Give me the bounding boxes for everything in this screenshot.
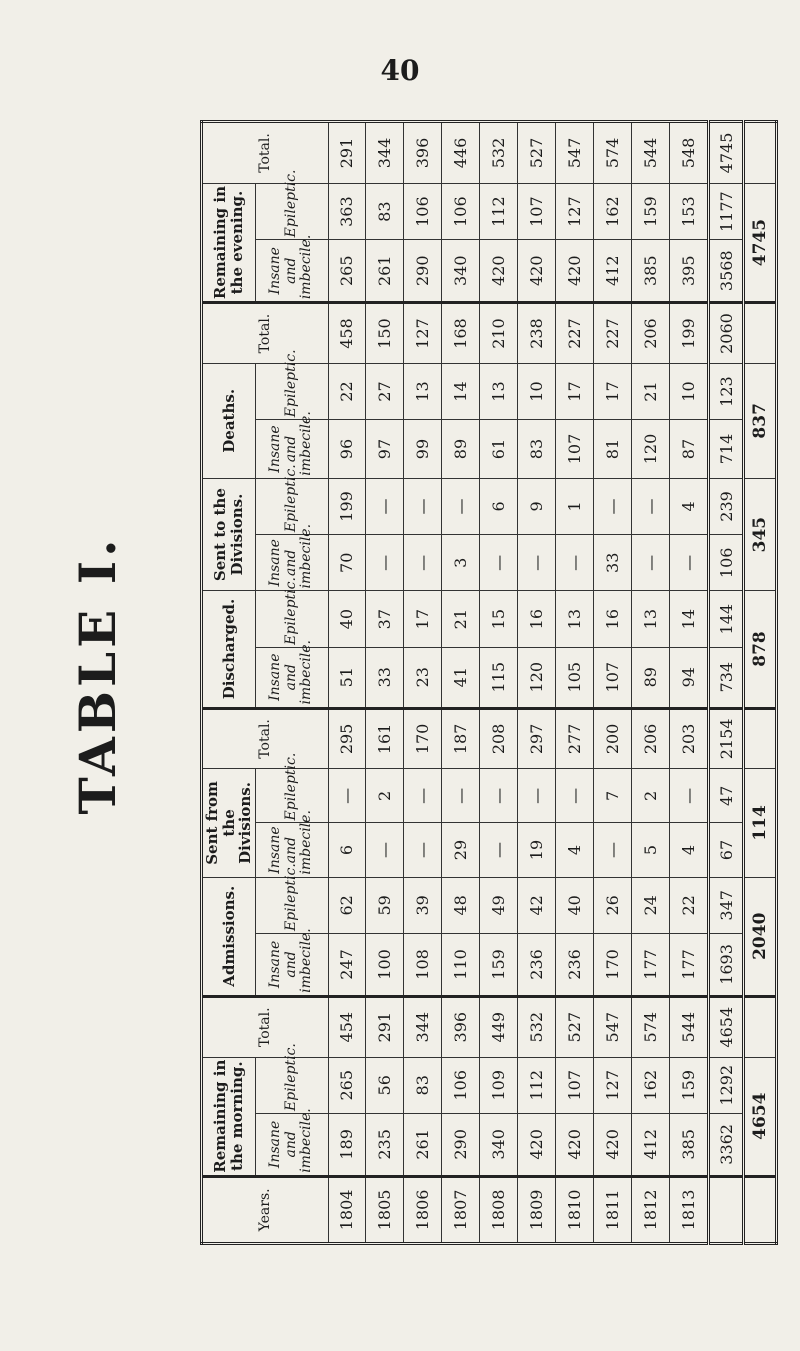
cell: 344 [366,122,404,184]
table-row [669,122,708,1244]
cell: 39 [404,877,442,933]
header-years: Years. [202,1176,329,1243]
cell: 153 [669,183,708,239]
cell: 108 [404,934,442,997]
cell: 527 [518,122,556,184]
cell: 26 [594,877,632,933]
cell: 21 [632,363,670,419]
cell: — [480,769,518,823]
cell: 227 [556,303,594,364]
cell: 96 [328,420,366,479]
cell: 291 [328,122,366,184]
year-cell: 1807 [442,1176,480,1243]
cell: 2154 [709,708,744,769]
cell: 412 [594,240,632,303]
table-row [594,122,632,1244]
cell: — [669,535,708,591]
cell: 13 [556,591,594,647]
cell: 123 [709,363,744,419]
grand-sent-to: 345 [744,478,777,591]
table-container [200,120,778,1245]
cell: 10 [669,363,708,419]
cell: 574 [632,996,670,1057]
sub-re-epileptic: Epileptic. [255,183,328,239]
grand-label [744,1176,777,1243]
cell: — [556,535,594,591]
cell: 159 [632,183,670,239]
cell: 277 [556,708,594,769]
year-cell: 1804 [328,1176,366,1243]
sub-rm-epileptic: Epileptic. [255,1057,328,1113]
rotated-table-frame [200,120,778,1245]
cell: 56 [366,1057,404,1113]
cell: 177 [669,934,708,997]
year-cell: 1808 [480,1176,518,1243]
sub-di-insane: Insane and imbecile. [255,647,328,708]
cell: 420 [518,1113,556,1176]
cell: 107 [556,1057,594,1113]
sub-st-insane: Insane and imbecile. [255,535,328,591]
cell: 107 [518,183,556,239]
sub-rm-insane: Insane and imbecile. [255,1113,328,1176]
cell: 21 [442,591,480,647]
grand-sent-from: 114 [744,769,777,877]
cell: 714 [709,420,744,479]
cell: 15 [480,591,518,647]
cell: 239 [709,478,744,534]
sub-re-insane: Insane and imbecile. [255,240,328,303]
year-cell: 1811 [594,1176,632,1243]
table-row [518,122,556,1244]
cell: 295 [328,708,366,769]
cell: 187 [442,708,480,769]
cell: 159 [480,934,518,997]
cell: 340 [480,1113,518,1176]
cell: — [366,823,404,877]
cell: 109 [480,1057,518,1113]
cell: 83 [366,183,404,239]
cell: 89 [442,420,480,479]
grand-admissions: 2040 [744,877,777,996]
cell: 13 [404,363,442,419]
header-remaining-evening: Remaining in the evening. [202,183,256,302]
cell: 395 [669,240,708,303]
cell: — [328,769,366,823]
cell: 446 [442,122,480,184]
cell: 547 [556,122,594,184]
cell: 49 [480,877,518,933]
cell: — [632,535,670,591]
grand-total-row [744,122,777,1244]
cell: 297 [518,708,556,769]
cell: 363 [328,183,366,239]
year-cell: 1810 [556,1176,594,1243]
cell: 127 [594,1057,632,1113]
cell: 19 [518,823,556,877]
cell: 3568 [709,240,744,303]
header-admissions: Admissions. [202,877,256,996]
cell: 291 [366,996,404,1057]
cell: 4 [669,823,708,877]
cell: 199 [328,478,366,534]
cell: 210 [480,303,518,364]
cell: 106 [709,535,744,591]
totals-row [709,122,744,1244]
cell: 105 [556,647,594,708]
cell: 16 [594,591,632,647]
cell: 170 [594,934,632,997]
cell: 532 [518,996,556,1057]
cell: 199 [669,303,708,364]
cell: 162 [632,1057,670,1113]
cell: 150 [366,303,404,364]
cell: — [404,769,442,823]
cell: 3 [442,535,480,591]
cell: 5 [632,823,670,877]
cell: 236 [556,934,594,997]
cell: — [594,478,632,534]
year-cell: 1813 [669,1176,708,1243]
cell: 107 [594,647,632,708]
cell: 40 [556,877,594,933]
sub-sf-insane: Insane and imbecile. [255,823,328,877]
table-row [556,122,594,1244]
cell: 385 [669,1113,708,1176]
cell: 1292 [709,1057,744,1113]
cell: 344 [404,996,442,1057]
header-sent-to: Sent to the Divisions. [202,478,256,591]
cell: 340 [442,240,480,303]
cell: 177 [632,934,670,997]
cell: 2060 [709,303,744,364]
table-body [328,122,709,1244]
cell: 14 [669,591,708,647]
cell: 61 [480,420,518,479]
cell: 206 [632,708,670,769]
cell: 454 [328,996,366,1057]
cell: 97 [366,420,404,479]
cell: 247 [328,934,366,997]
cell: 161 [366,708,404,769]
sub-st-epileptic: Epileptic. [255,478,328,534]
cell: 290 [442,1113,480,1176]
cell: 168 [442,303,480,364]
cell: — [632,478,670,534]
cell: 22 [669,877,708,933]
cell: 10 [518,363,556,419]
cell: 420 [594,1113,632,1176]
cell: 290 [404,240,442,303]
cell: 235 [366,1113,404,1176]
cell: 170 [404,708,442,769]
cell: 62 [328,877,366,933]
header-sent-from: Sent from the Divisions. [202,769,256,877]
grand-empty [744,122,777,184]
table-row [366,122,404,1244]
cell: 9 [518,478,556,534]
cell: — [442,478,480,534]
table-row [632,122,670,1244]
cell: 385 [632,240,670,303]
grand-empty [744,996,777,1057]
header-total-out: Total. [202,303,329,364]
cell: 574 [594,122,632,184]
cell: 189 [328,1113,366,1176]
cell: 42 [518,877,556,933]
cell: — [480,823,518,877]
grand-remaining-morning: 4654 [744,1057,777,1176]
cell: 47 [709,769,744,823]
cell: 120 [518,647,556,708]
cell: 734 [709,647,744,708]
cell: 544 [632,122,670,184]
cell: 127 [556,183,594,239]
cell: 159 [669,1057,708,1113]
cell: 420 [480,240,518,303]
cell: 449 [480,996,518,1057]
table-row [404,122,442,1244]
cell: 13 [480,363,518,419]
cell: 1177 [709,183,744,239]
cell: 238 [518,303,556,364]
cell: — [669,769,708,823]
cell: 203 [669,708,708,769]
cell: 162 [594,183,632,239]
cell: 17 [594,363,632,419]
cell: 261 [404,1113,442,1176]
cell: 236 [518,934,556,997]
cell: 412 [632,1113,670,1176]
statistics-table [200,120,778,1245]
cell: 265 [328,240,366,303]
sub-ad-insane: Insane and imbecile. [255,934,328,997]
header-remaining-morning: Remaining in the morning. [202,1057,256,1176]
cell: — [366,478,404,534]
header-discharged: Discharged. [202,591,256,708]
cell: 1693 [709,934,744,997]
cell: 112 [518,1057,556,1113]
cell: 100 [366,934,404,997]
cell: 33 [366,647,404,708]
cell: 110 [442,934,480,997]
cell: — [518,535,556,591]
sub-sf-epileptic: Epileptic. [255,769,328,823]
header-deaths: Deaths. [202,363,256,478]
cell: 547 [594,996,632,1057]
cell: 99 [404,420,442,479]
cell: 22 [328,363,366,419]
cell: 14 [442,363,480,419]
totals-label [709,1176,744,1243]
cell: 81 [594,420,632,479]
cell: 41 [442,647,480,708]
grand-discharged: 878 [744,591,777,708]
year-cell: 1806 [404,1176,442,1243]
cell: — [404,535,442,591]
cell: 208 [480,708,518,769]
cell: 106 [442,1057,480,1113]
sub-di-epileptic: Epileptic. [255,591,328,647]
cell: 527 [556,996,594,1057]
cell: 6 [328,823,366,877]
cell: 107 [556,420,594,479]
cell: 87 [669,420,708,479]
cell: 396 [442,996,480,1057]
sub-de-insane: Insane and imbecile. [255,420,328,479]
cell: — [404,823,442,877]
cell: 33 [594,535,632,591]
cell: 13 [632,591,670,647]
cell: 4 [556,823,594,877]
table-row [442,122,480,1244]
cell: 29 [442,823,480,877]
cell: 200 [594,708,632,769]
year-cell: 1809 [518,1176,556,1243]
cell: 106 [404,183,442,239]
sub-ad-epileptic: Epileptic. [255,877,328,933]
cell: 1 [556,478,594,534]
page-number: 40 [380,54,420,87]
cell: 37 [366,591,404,647]
cell: 127 [404,303,442,364]
year-cell: 1812 [632,1176,670,1243]
cell: 420 [556,1113,594,1176]
cell: 7 [594,769,632,823]
cell: 112 [480,183,518,239]
cell: 6 [480,478,518,534]
table-row [480,122,518,1244]
cell: 4 [669,478,708,534]
cell: 67 [709,823,744,877]
cell: 23 [404,647,442,708]
cell: 420 [556,240,594,303]
cell: 396 [404,122,442,184]
cell: 458 [328,303,366,364]
grand-empty [744,708,777,769]
grand-remaining-evening: 4745 [744,183,777,302]
cell: 94 [669,647,708,708]
cell: — [556,769,594,823]
cell: 544 [669,996,708,1057]
cell: 59 [366,877,404,933]
cell: — [442,769,480,823]
cell: 83 [404,1057,442,1113]
year-cell: 1805 [366,1176,404,1243]
cell: 106 [442,183,480,239]
cell: 347 [709,877,744,933]
grand-empty [744,303,777,364]
cell: 532 [480,122,518,184]
cell: 89 [632,647,670,708]
cell: 40 [328,591,366,647]
cell: 206 [632,303,670,364]
cell: — [404,478,442,534]
cell: 48 [442,877,480,933]
header-total-intake: Total. [202,708,329,769]
cell: 265 [328,1057,366,1113]
cell: 24 [632,877,670,933]
cell: — [366,535,404,591]
sub-de-epileptic: Epileptic. [255,363,328,419]
cell: 51 [328,647,366,708]
cell: 115 [480,647,518,708]
cell: 3362 [709,1113,744,1176]
cell: 144 [709,591,744,647]
table-row [328,122,366,1244]
cell: 27 [366,363,404,419]
cell: 548 [669,122,708,184]
cell: — [518,769,556,823]
cell: — [594,823,632,877]
header-total-morning: Total. [202,996,329,1057]
cell: 261 [366,240,404,303]
cell: 17 [556,363,594,419]
header-total-evening: Total. [202,122,329,184]
cell: 2 [366,769,404,823]
cell: — [480,535,518,591]
cell: 17 [404,591,442,647]
cell: 83 [518,420,556,479]
cell: 16 [518,591,556,647]
grand-deaths: 837 [744,363,777,478]
cell: 4654 [709,996,744,1057]
cell: 4745 [709,122,744,184]
table-title: TABLE I. [67,535,127,815]
cell: 227 [594,303,632,364]
cell: 2 [632,769,670,823]
cell: 120 [632,420,670,479]
cell: 70 [328,535,366,591]
cell: 420 [518,240,556,303]
